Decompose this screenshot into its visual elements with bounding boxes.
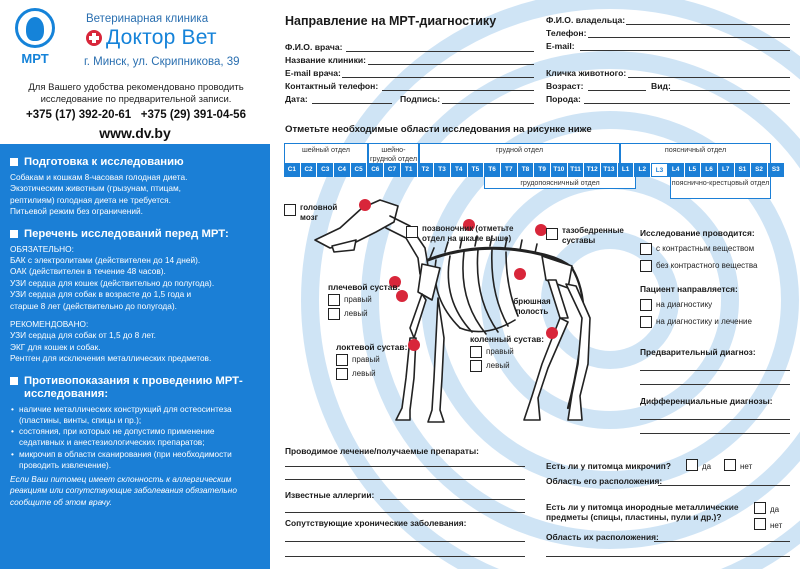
list-item: • микрочип в области сканирования (при необходимости проводить извлечение). bbox=[10, 449, 262, 471]
allergies-label: Известные аллергии: bbox=[285, 490, 375, 500]
vertebra-c6[interactable]: C6 bbox=[367, 163, 384, 177]
hip-checkbox[interactable] bbox=[546, 228, 558, 240]
chronic-label: Сопутствующие хронические заболевания: bbox=[285, 518, 467, 528]
vertebra-c1[interactable]: C1 bbox=[284, 163, 301, 177]
metal-question: Есть ли у питомца инородные металлические предметы (спицы, пластины, пули и др.)? bbox=[546, 502, 739, 522]
elbow-right-label: правый bbox=[352, 355, 380, 364]
clinic-logo bbox=[8, 8, 62, 68]
vertebra-c4[interactable]: C4 bbox=[334, 163, 351, 177]
knee-left-checkbox[interactable] bbox=[470, 360, 482, 372]
microchip-yes-label: да bbox=[702, 462, 712, 471]
microchip-question: Есть ли у питомца микрочип? bbox=[546, 461, 671, 471]
brain-label: головной мозг bbox=[300, 203, 338, 222]
vertebra-l6[interactable]: L6 bbox=[701, 163, 718, 177]
pet-name-field[interactable] bbox=[628, 77, 790, 78]
metal-no-label: нет bbox=[770, 521, 783, 530]
age-label: Возраст: bbox=[546, 81, 584, 91]
chronic-field-2[interactable] bbox=[285, 556, 525, 557]
treatment-field-2[interactable] bbox=[285, 479, 525, 480]
age-field[interactable] bbox=[588, 90, 646, 91]
diff-diagnosis-label: Дифференциальные диагнозы: bbox=[640, 396, 773, 406]
knee-label: коленный сустав: bbox=[470, 334, 545, 344]
brain-checkbox[interactable] bbox=[284, 204, 296, 216]
vertebra-l4[interactable]: L4 bbox=[668, 163, 685, 177]
phone-label: Телефон: bbox=[546, 28, 587, 38]
microchip-location-label: Область его расположения: bbox=[546, 476, 663, 486]
clinic-subtitle: Ветеринарная клиника bbox=[86, 13, 209, 25]
contra-list bbox=[10, 404, 262, 471]
vertebra-l3[interactable]: L3 bbox=[651, 163, 668, 177]
breed-field[interactable] bbox=[584, 103, 790, 104]
to-diagnosis-treatment-label: на диагностику и лечение bbox=[656, 317, 752, 326]
intro-text: Для Вашего удобства рекомендовано проводить исследование по предварительной записи. bbox=[28, 82, 244, 105]
vertebra-t10[interactable]: T10 bbox=[551, 163, 568, 177]
metal-location-field-2[interactable] bbox=[546, 556, 790, 557]
form-title: Направление на МРТ-диагностику bbox=[285, 14, 497, 28]
medical-cross-icon bbox=[86, 30, 102, 46]
species-label: Вид: bbox=[651, 81, 671, 91]
metal-yes-checkbox[interactable] bbox=[754, 502, 766, 514]
vertebrae-scale bbox=[284, 163, 785, 177]
tests-heading: Перечень исследований перед МРТ: bbox=[10, 228, 262, 241]
areas-title: Отметьте необходимые области исследования на рисунке ниже bbox=[285, 124, 592, 135]
clinic-field[interactable] bbox=[368, 64, 534, 65]
email-field[interactable] bbox=[580, 50, 790, 51]
marker-knee[interactable] bbox=[546, 327, 558, 339]
prelim-diagnosis-field[interactable] bbox=[640, 370, 790, 371]
prelim-diagnosis-label: Предварительный диагноз: bbox=[640, 347, 756, 357]
to-diagnosis-treatment-checkbox[interactable] bbox=[640, 316, 652, 328]
diff-diagnosis-field[interactable] bbox=[640, 419, 790, 420]
abdomen-label: брюшная полость bbox=[513, 297, 551, 316]
shoulder-left-label: левый bbox=[344, 309, 368, 318]
contact-phone-label: Контактный телефон: bbox=[285, 81, 379, 91]
knee-right-checkbox[interactable] bbox=[470, 346, 482, 358]
elbow-left-label: левый bbox=[352, 369, 376, 378]
elbow-left-checkbox[interactable] bbox=[336, 368, 348, 380]
spine-label: позвоночник (отметьте отдел на шкале выше) bbox=[422, 224, 514, 243]
list-item: • состояния, при которых не допустимо применение седативных и анестезиологических препаратов; bbox=[10, 426, 262, 448]
with-contrast-label: с контрастным веществом bbox=[656, 244, 755, 253]
vertebra-t4[interactable]: T4 bbox=[451, 163, 468, 177]
tests-required: ОБЯЗАТЕЛЬНО: БАК с электролитами (действителен до 14 дней). ОАК (действителен в течение 48 часов). УЗИ сердца для кошек (действительно до полугода). УЗИ сердца для собак в возрасте до 1,5 года и старше 8 лет (действительно до полугода). bbox=[10, 243, 215, 311]
vertebra-s1[interactable]: S1 bbox=[735, 163, 752, 177]
allergies-field-2[interactable] bbox=[285, 512, 525, 513]
date-field[interactable] bbox=[312, 103, 392, 104]
referral-form bbox=[270, 0, 800, 569]
email-label: E-mail: bbox=[546, 41, 575, 51]
segment-cervicothoracic[interactable]: шейно-грудной отдел bbox=[369, 145, 418, 163]
to-diagnosis-checkbox[interactable] bbox=[640, 299, 652, 311]
knee-right-label: правый bbox=[486, 347, 514, 356]
segment-cervical[interactable]: шейный отдел bbox=[284, 143, 368, 163]
contact-phone-field[interactable] bbox=[382, 90, 534, 91]
shoulder-label: плечевой сустав: bbox=[328, 282, 401, 292]
segment-lumbosacral[interactable]: пояснично-крестцовый отдел bbox=[670, 177, 771, 199]
vertebra-t5[interactable]: T5 bbox=[468, 163, 485, 177]
clinic-address: г. Минск, ул. Скрипникова, 39 bbox=[84, 56, 240, 68]
spine-checkbox[interactable] bbox=[406, 226, 418, 238]
vertebra-t7[interactable]: T7 bbox=[501, 163, 518, 177]
prelim-diagnosis-field-2[interactable] bbox=[640, 384, 790, 385]
owner-field[interactable] bbox=[626, 24, 790, 25]
segment-thoracic[interactable]: грудной отдел bbox=[419, 143, 620, 163]
with-contrast-checkbox[interactable] bbox=[640, 243, 652, 255]
vertebra-c7[interactable]: C7 bbox=[384, 163, 401, 177]
phone-1: +375 (17) 392-20-61 bbox=[26, 109, 132, 121]
metal-no-checkbox[interactable] bbox=[754, 518, 766, 530]
to-diagnosis-label: на диагностику bbox=[656, 300, 713, 309]
contra-note: Если Ваш питомец имеет склонность к аллергическим реакциям или сопутствующие заболевания обязательно сообщите об этом врачу. bbox=[10, 473, 237, 507]
microchip-yes-checkbox[interactable] bbox=[686, 459, 698, 471]
instructions-box bbox=[0, 144, 270, 569]
treatment-label: Проводимое лечение/получаемые препараты: bbox=[285, 446, 479, 456]
microchip-no-label: нет bbox=[740, 462, 753, 471]
marker-elbow[interactable] bbox=[408, 339, 420, 351]
logo-emblem-icon bbox=[15, 8, 55, 48]
species-field[interactable] bbox=[670, 90, 790, 91]
hip-label: тазобедренные суставы bbox=[562, 226, 624, 245]
knee-left-label: левый bbox=[486, 361, 510, 370]
pet-name-label: Кличка животного: bbox=[546, 68, 627, 78]
segment-lumbar[interactable]: поясничный отдел bbox=[620, 143, 771, 163]
prep-text: Собакам и кошкам 8-часовая голодная диета. Экзотическим животным (грызунам, птицам, рептилиям) голодная диета не требуется. Питьевой режим без ограничений. bbox=[10, 172, 188, 217]
logo-text: МРТ bbox=[21, 51, 49, 66]
segment-thoracolumbar[interactable]: грудопоясничный отдел bbox=[484, 177, 636, 189]
vertebra-s2[interactable]: S2 bbox=[751, 163, 768, 177]
allergies-field[interactable] bbox=[380, 499, 525, 500]
referred-title: Пациент направляется: bbox=[640, 284, 738, 294]
owner-label: Ф.И.О. владельца: bbox=[546, 15, 626, 25]
info-panel bbox=[0, 0, 270, 569]
elbow-label: локтевой сустав: bbox=[336, 342, 408, 352]
shoulder-right-checkbox[interactable] bbox=[328, 294, 340, 306]
vertebra-l7[interactable]: L7 bbox=[718, 163, 735, 177]
vertebra-c2[interactable]: C2 bbox=[301, 163, 318, 177]
marker-brain[interactable] bbox=[359, 199, 371, 211]
breed-label: Порода: bbox=[546, 94, 581, 104]
vertebra-l1[interactable]: L1 bbox=[618, 163, 635, 177]
clinic-name: Доктор Вет bbox=[106, 26, 217, 49]
signature-label: Подпись: bbox=[400, 94, 441, 104]
vertebra-t3[interactable]: T3 bbox=[434, 163, 451, 177]
phone-numbers bbox=[8, 109, 264, 121]
list-item: • наличие металлических конструкций для остеосинтеза (пластины, винты, спицы и пр.); bbox=[10, 404, 262, 426]
without-contrast-checkbox[interactable] bbox=[640, 260, 652, 272]
date-label: Дата: bbox=[285, 94, 308, 104]
without-contrast-label: без контрастного вещества bbox=[656, 261, 758, 270]
tests-recommended: РЕКОМЕНДОВАНО: УЗИ сердца для собак от 1,5 до 8 лет. ЭКГ для кошек и собак. Рентген для исключения металлических предметов. bbox=[10, 319, 212, 364]
vertebra-t2[interactable]: T2 bbox=[418, 163, 435, 177]
vertebra-t13[interactable]: T13 bbox=[601, 163, 618, 177]
vertebra-s3[interactable]: S3 bbox=[768, 163, 785, 177]
vertebra-t12[interactable]: T12 bbox=[584, 163, 601, 177]
vertebra-l5[interactable]: L5 bbox=[685, 163, 702, 177]
diff-diagnosis-field-2[interactable] bbox=[640, 433, 790, 434]
microchip-no-checkbox[interactable] bbox=[724, 459, 736, 471]
microchip-location-field[interactable] bbox=[658, 485, 790, 486]
vertebra-t9[interactable]: T9 bbox=[534, 163, 551, 177]
shoulder-left-checkbox[interactable] bbox=[328, 308, 340, 320]
signature-field[interactable] bbox=[442, 103, 534, 104]
metal-location-field[interactable] bbox=[654, 541, 790, 542]
treatment-field[interactable] bbox=[285, 466, 525, 467]
metal-yes-label: да bbox=[770, 505, 780, 514]
shoulder-right-label: правый bbox=[344, 295, 372, 304]
prep-heading: Подготовка к исследованию bbox=[10, 156, 262, 169]
doctor-email-field[interactable] bbox=[342, 77, 534, 78]
phone-2: +375 (29) 391-04-56 bbox=[140, 109, 246, 121]
vertebra-c5[interactable]: C5 bbox=[351, 163, 368, 177]
marker-abdomen[interactable] bbox=[514, 268, 526, 280]
clinic-label: Название клиники: bbox=[285, 55, 367, 65]
vertebra-l2[interactable]: L2 bbox=[634, 163, 651, 177]
vertebra-t6[interactable]: T6 bbox=[484, 163, 501, 177]
vertebra-t8[interactable]: T8 bbox=[518, 163, 535, 177]
chronic-field[interactable] bbox=[285, 541, 525, 542]
phone-field[interactable] bbox=[588, 37, 790, 38]
website-link[interactable]: www.dv.by bbox=[99, 125, 171, 141]
metal-location-label: Область их расположения: bbox=[546, 532, 659, 542]
vertebra-c3[interactable]: C3 bbox=[317, 163, 334, 177]
doctor-email-label: E-mail врача: bbox=[285, 68, 341, 78]
doctor-field[interactable] bbox=[346, 51, 534, 52]
procedure-title: Исследование проводится: bbox=[640, 228, 755, 238]
contra-heading: Противопоказания к проведению МРТ-исследования: bbox=[10, 375, 262, 401]
doctor-label: Ф.И.О. врача: bbox=[285, 42, 343, 52]
elbow-right-checkbox[interactable] bbox=[336, 354, 348, 366]
vertebra-t11[interactable]: T11 bbox=[568, 163, 585, 177]
vertebra-t1[interactable]: T1 bbox=[401, 163, 418, 177]
